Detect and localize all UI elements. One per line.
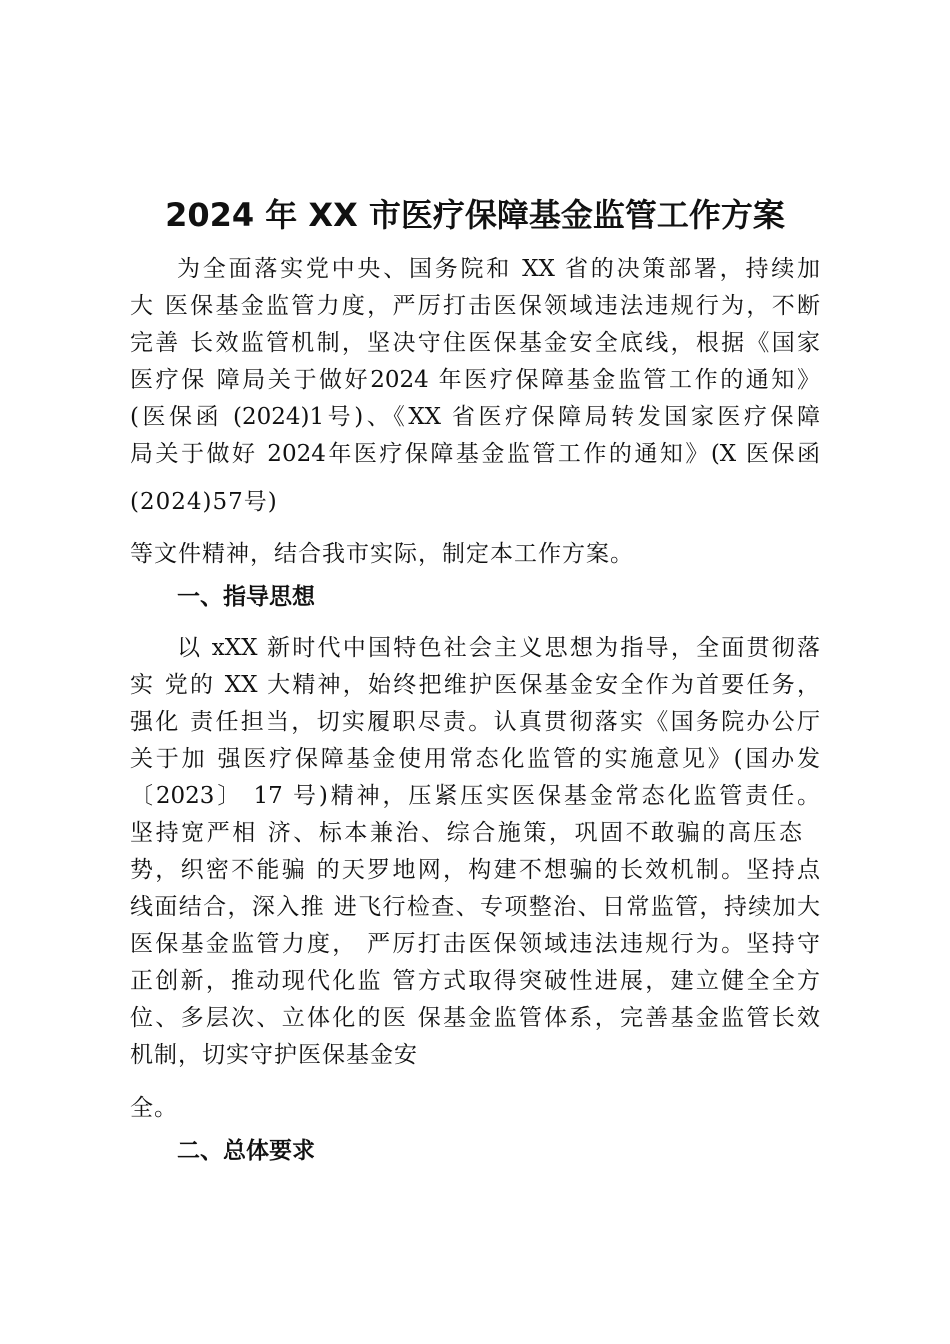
intro-line-7: (2024)57号) [130, 489, 278, 515]
section1-line-4: 关于加 强医疗保障基金使用常态化监管的实施意见》(国办发 [130, 746, 820, 772]
intro-line-5: (医保函 (2024)1号)、《XX 省医疗保障局转发国家医疗保障 [130, 404, 820, 430]
section1-line-10: 正创新，推动现代化监 管方式取得突破性进展，建立健全全方 [130, 968, 820, 994]
section1-line-2: 实 党的 XX 大精神，始终把维护医保基金安全作为首要任务， [130, 672, 820, 698]
intro-line-4: 医疗保 障局关于做好2024 年医疗保障基金监管工作的通知》 [130, 367, 820, 393]
section1-line-5: 〔2023〕 17 号)精神，压紧压实医保基金常态化监管责任。 [130, 783, 820, 809]
section1-line-8: 线面结合，深入推 进飞行检查、专项整治、日常监管，持续加大 [130, 894, 820, 920]
section-heading-overall-requirements: 二、总体要求 [177, 1138, 315, 1164]
section1-line-7: 势，织密不能骗 的天罗地网，构建不想骗的长效机制。坚持点 [130, 857, 820, 883]
intro-tail: 等文件精神，结合我市实际，制定本工作方案。 [130, 541, 634, 567]
section1-line-11: 位、多层次、立体化的医 保基金监管体系，完善基金监管长效 [130, 1005, 820, 1031]
document-title: 2024 年 XX 市医疗保障基金监管工作方案 [165, 196, 785, 234]
intro-line-6: 局关于做好 2024年医疗保障基金监管工作的通知》(X 医保函 [130, 441, 820, 467]
section1-line-9: 医保基金监管力度， 严厉打击医保领域违法违规行为。坚持守 [130, 931, 820, 957]
intro-line-1: 为全面落实党中央、国务院和 XX 省的决策部署，持续加 [177, 256, 820, 282]
intro-line-2: 大 医保基金监管力度，严厉打击医保领域违法违规行为，不断 [130, 293, 820, 319]
section-heading-guiding-ideology: 一、指导思想 [177, 584, 315, 610]
section1-line-1: 以 xXX 新时代中国特色社会主义思想为指导，全面贯彻落 [177, 635, 820, 661]
intro-line-3: 完善 长效监管机制，坚决守住医保基金安全底线，根据《国家 [130, 330, 820, 356]
section1-line-12: 机制，切实守护医保基金安 [130, 1042, 418, 1068]
section1-line-3: 强化 责任担当，切实履职尽责。认真贯彻落实《国务院办公厅 [130, 709, 820, 735]
section1-line-6: 坚持宽严相 济、标本兼治、综合施策，巩固不敢骗的高压态 [130, 820, 802, 846]
section1-tail: 全。 [130, 1095, 178, 1121]
